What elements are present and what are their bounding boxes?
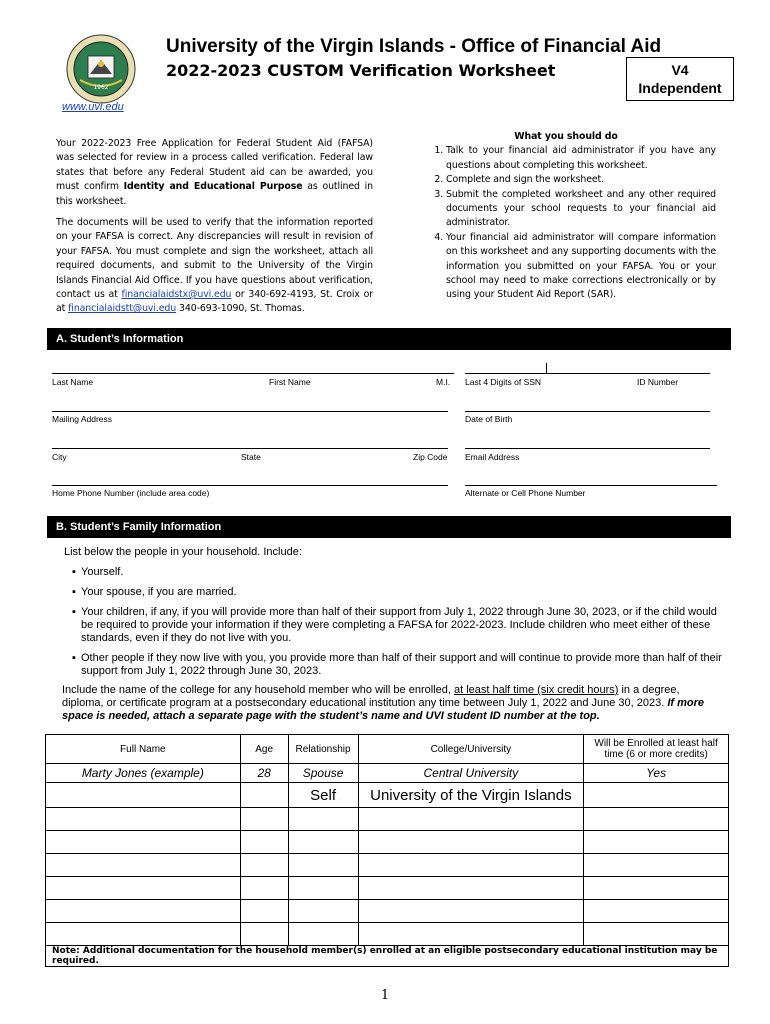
table-row [46,923,729,946]
table-row-self [46,783,729,808]
cell-self-age[interactable] [240,783,288,808]
col-full-name: Full Name [46,735,241,764]
instruction-step: 2. Complete and sign the worksheet. [446,173,716,187]
household-bullet: ▪ Your children, if any, if you will provide more than half of their support from July 1, 2022 through June 30, 2023, or if the child would be required to provide your information if they were completing a FAFSA for 2022-2023. Include children who meet either of these standards, even if they do not live with you. [72,606,722,645]
instruction-step: 4. Your financial aid administrator will compare information on this worksheet and any supporting documents with the information you submitted on your FAFSA. You or your school may need to make corrections electronically or by using your Student Aid Report (SAR). [446,231,716,303]
dob-label: Date of Birth [465,414,513,424]
cell[interactable] [288,854,358,877]
cell-self-college[interactable]: University of the Virgin Islands [358,783,584,808]
cell[interactable] [240,923,288,946]
household-bullet: ▪ Other people if they now live with you, you provide more than half of their support and will continue to provide more than half of their support from July 1, 2022 through June 30, 2023. [72,652,722,678]
cell[interactable] [46,808,241,831]
intro-text [56,137,373,324]
household-table [45,734,729,967]
email-label: Email Address [465,452,520,462]
dob-line[interactable] [465,411,710,412]
cell[interactable] [584,854,729,877]
intro-paragraph-2: The documents will be used to verify that the information reported on your FAFSA is correct. Any discrepancies will result in revision of your FAFSA. You must complete and sign the worksheet, attach all required documents, and submit to the University of the Virgin Islands Financial Aid Office. If you have questions about verification, contact us at financialaidstx@uvi.edu or 340-692-4193, St. Croix or at financialaidstt@uvi.edu 340-693-1090, St. Thomas. [56,217,373,315]
status-label: Independent [638,80,722,96]
mailing-address-line[interactable] [52,411,448,412]
col-college: College/University [358,735,584,764]
table-row [46,831,729,854]
cell-example-college: Central University [358,764,584,783]
cell[interactable] [46,900,241,923]
cell[interactable] [358,923,584,946]
cell-example-enrolled: Yes [584,764,729,783]
table-row [46,808,729,831]
table-header-row [46,735,729,764]
cell[interactable] [288,877,358,900]
cell[interactable] [288,923,358,946]
table-row [46,877,729,900]
mi-label: M.I. [436,377,451,387]
cell[interactable] [240,831,288,854]
include-college-text: Include the name of the college for any household member who will be enrolled, at least half time (six credit hours) in a degree, diploma, or certificate program at a postsecondary educational institution any time between July 1, 2022 and June 30, 2023. If more space is needed, attach a separate page with the student’s name and UVI student ID number at the top. [62,684,705,722]
cell[interactable] [288,808,358,831]
cell[interactable] [584,877,729,900]
page-number: 1 [380,988,390,1003]
cell-example-name: Marty Jones (example) [46,764,241,783]
last-name-label: Last Name [52,377,94,387]
col-relationship: Relationship [288,735,358,764]
cell-example-age: 28 [240,764,288,783]
first-name-label: First Name [269,377,311,387]
cell[interactable] [288,900,358,923]
stx-email-link[interactable]: financialaidstx@uvi.edu [121,289,232,301]
cell[interactable] [584,831,729,854]
cell[interactable] [358,854,584,877]
table-row [46,854,729,877]
cell[interactable] [240,877,288,900]
col-age: Age [240,735,288,764]
col-enrolled: Will be Enrolled at least half time (6 or more credits) [584,735,729,764]
family-lead: List below the people in your household. Include: [64,546,302,558]
cell-self-name[interactable] [46,783,241,808]
cell[interactable] [358,808,584,831]
version-box [626,57,734,101]
cell[interactable] [240,808,288,831]
alt-phone-line[interactable] [465,485,717,486]
cell[interactable] [46,854,241,877]
seal-year: 1962 [93,84,109,91]
table-note: Note: Additional documentation for the household member(s) enrolled at an eligible postsecondary educational institution may be required. [46,946,729,967]
zip-label: Zip Code [413,452,448,462]
mailing-address-label: Mailing Address [52,414,113,424]
table-row [46,900,729,923]
cell[interactable] [584,808,729,831]
instruction-step: 3. Submit the completed worksheet and any other required documents your school requests to your financial aid administrator. [446,188,716,231]
cell[interactable] [358,831,584,854]
cell[interactable] [46,831,241,854]
home-phone-label: Home Phone Number (include area code) [52,488,210,498]
cell[interactable] [584,900,729,923]
instruction-step: 1. Talk to your financial aid administrator if you have any questions about completing this worksheet. [446,144,716,173]
ssn-id-divider [546,363,547,373]
cell-self-relationship[interactable]: Self [288,783,358,808]
alt-phone-label: Alternate or Cell Phone Number [465,488,586,498]
cell[interactable] [358,877,584,900]
section-b-header: B. Student’s Family Information [47,516,731,538]
instructions-box [416,130,716,303]
home-phone-line[interactable] [52,485,448,486]
table-row-example [46,764,729,783]
cell[interactable] [584,923,729,946]
table-note-row [46,946,729,967]
section-a-header: A. Student’s Information [47,328,731,350]
stt-email-link[interactable]: financialaidstt@uvi.edu [68,303,177,315]
household-bullet: ▪ Your spouse, if you are married. [72,586,722,599]
uvi-seal-logo [66,34,136,104]
name-line[interactable] [52,373,454,374]
website-link[interactable]: www.uvi.edu [62,101,124,113]
cell[interactable] [288,831,358,854]
email-line[interactable] [465,448,710,449]
version-label: V4 [671,62,689,78]
ssn-id-line[interactable] [465,373,710,374]
instructions-heading: What you should do [514,131,618,142]
household-bullet: ▪ Yourself. [72,566,722,579]
page-subtitle: 2022-2023 CUSTOM Verification Worksheet [166,61,556,80]
cell[interactable] [358,900,584,923]
ssn-label: Last 4 Digits of SSN [465,377,542,387]
cell[interactable] [46,877,241,900]
city-label: City [52,452,67,462]
page-title: University of the Virgin Islands - Office of Financial Aid [166,36,662,57]
city-state-zip-line[interactable] [52,448,448,449]
cell[interactable] [240,854,288,877]
intro-paragraph-1: Your 2022-2023 Free Application for Federal Student Aid (FAFSA) was selected for review in a process called verification. Federal law states that before any Federal Student aid can be awarded, you must confirm Identity and Educational Purpose as outlined in this worksheet. [56,138,374,207]
id-number-label: ID Number [637,377,679,387]
cell-self-enrolled[interactable] [584,783,729,808]
state-label: State [241,452,261,462]
family-instructions [62,546,722,723]
cell[interactable] [46,923,241,946]
cell-example-relationship: Spouse [288,764,358,783]
cell[interactable] [240,900,288,923]
